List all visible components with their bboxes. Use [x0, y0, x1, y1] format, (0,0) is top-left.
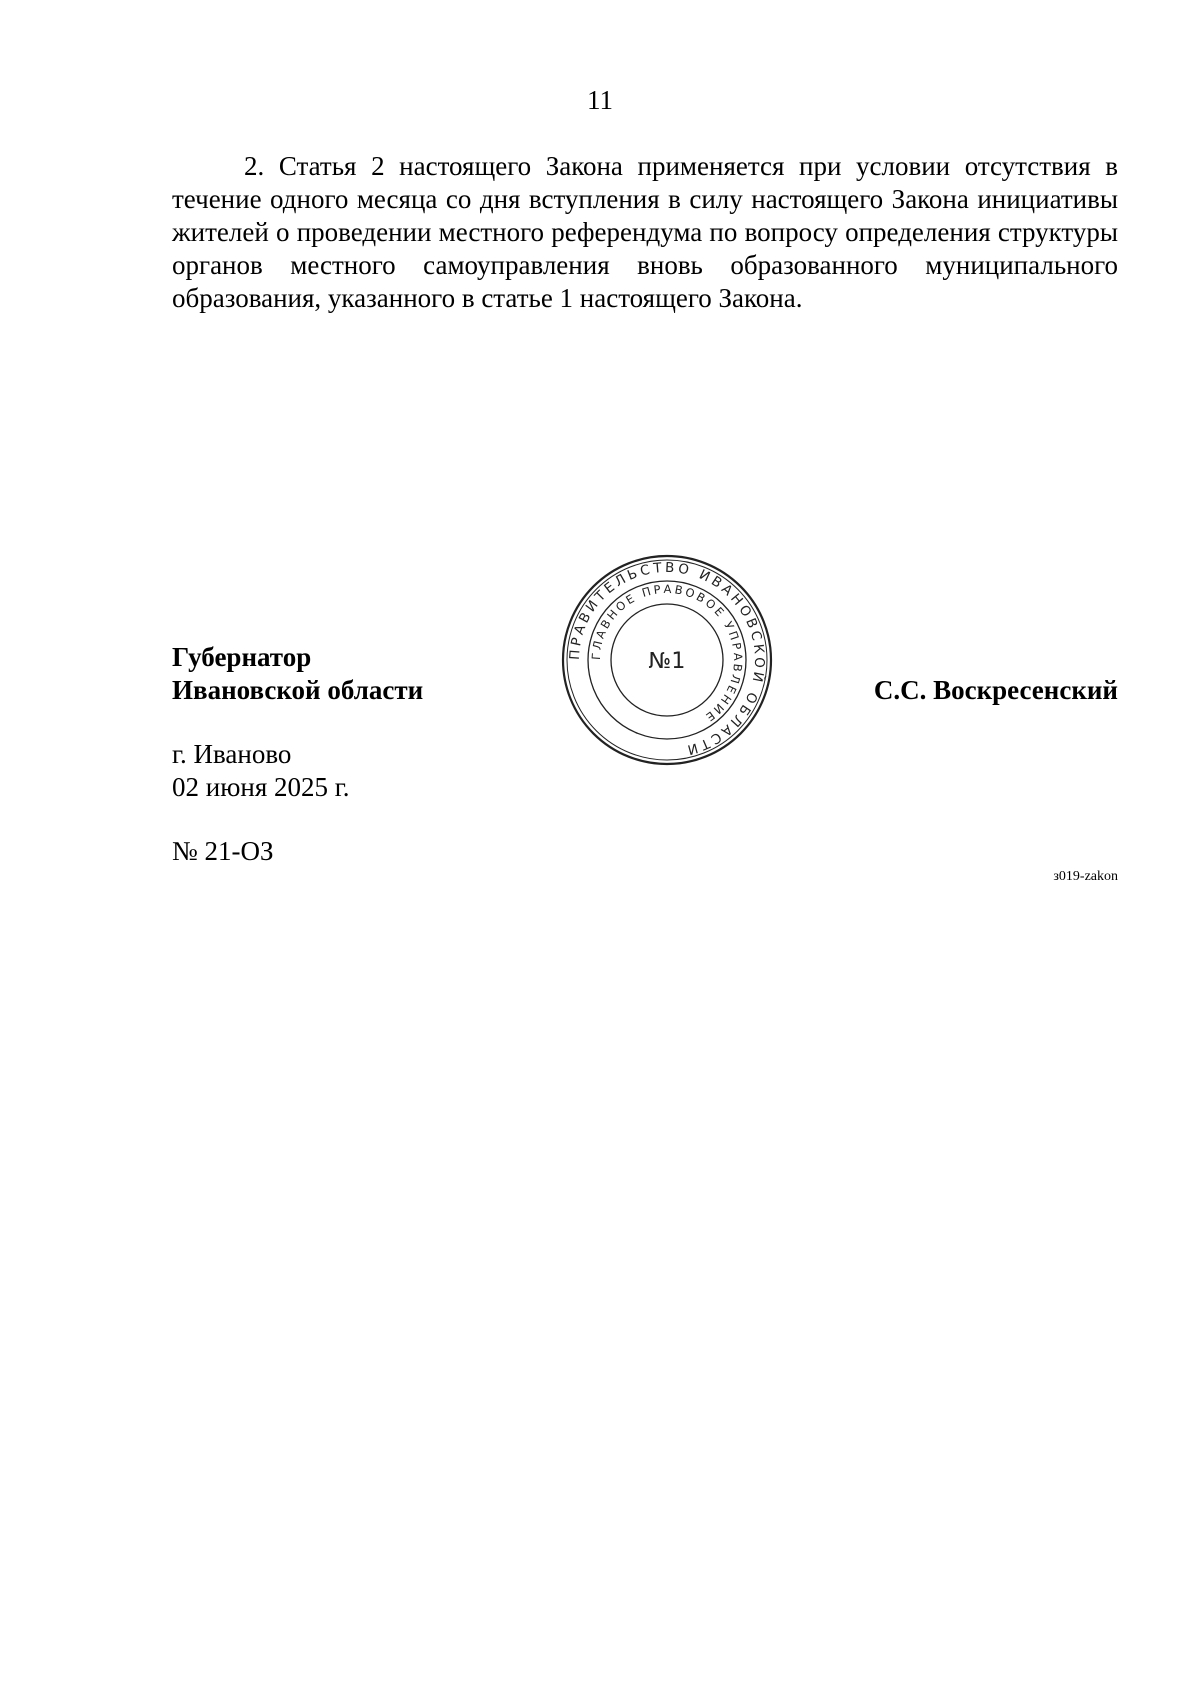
seal-inner-text: ГЛАВНОЕ ПРАВОВОЕ УПРАВЛЕНИЕ — [588, 581, 746, 726]
page-number: 11 — [587, 85, 613, 115]
seal-outer-text: ПРАВИТЕЛЬСТВО ИВАНОВСКОЙ ОБЛАСТИ — [566, 559, 768, 759]
signatory-title-line1: Губернатор — [172, 642, 312, 672]
article-paragraph: 2. Статья 2 настоящего Закона применяется при условии отсутствия в течение одного месяца со дня вступления в силу настоящего Закона инициативы жителей о проведении местного референдума по вопросу определения структуры органов местного самоуправления вновь образованного муниципального образования, указанного в статье 1 настоящего Закона. — [172, 151, 1118, 313]
place-and-date — [172, 738, 350, 804]
document-code: з019-zakon — [1053, 869, 1118, 884]
signatory-name: С.С. Воскресенский — [873, 675, 1118, 705]
city: г. Иваново — [172, 739, 292, 769]
signatory-title-line2: Ивановской области — [172, 675, 424, 705]
official-seal — [559, 552, 775, 768]
signing-date: 02 июня 2025 г. — [172, 772, 350, 802]
law-number: № 21-ОЗ — [172, 836, 274, 866]
law-text — [172, 150, 1118, 315]
signatory-title — [172, 641, 423, 707]
seal-center-text: №1 — [648, 649, 686, 674]
